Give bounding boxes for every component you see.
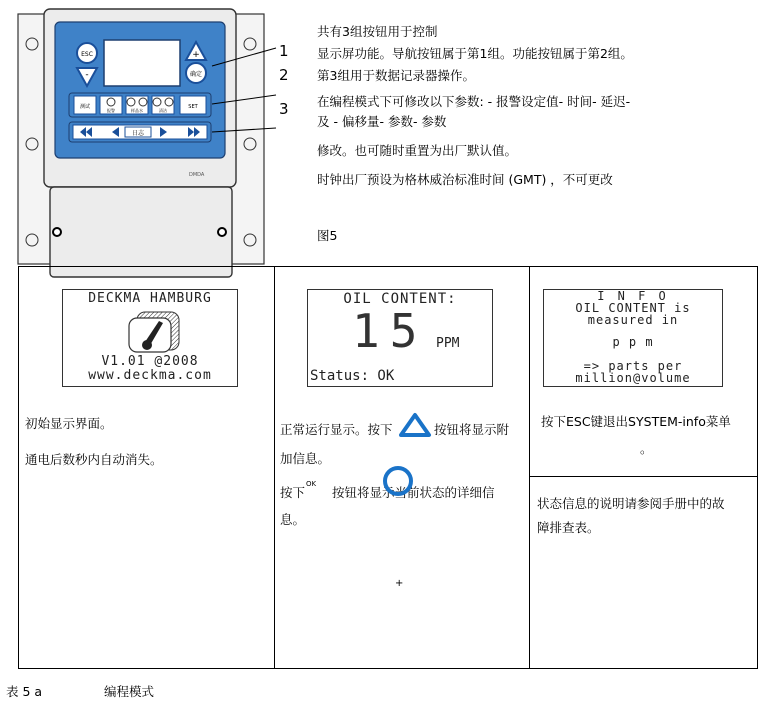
splash-url: www.deckma.com [88,368,212,383]
splash-version: V1.01 @2008 [101,354,199,369]
desc-line-2: 显示屏功能。导航按钮属于第1组。功能按钮属于第2组。 [317,46,633,61]
info-line-3: measured in [587,313,679,327]
alarm-led [107,98,115,106]
col2-text-2: 加信息。 [280,451,331,466]
clean-button-label: 清洁 [159,108,167,113]
col2-text-1b: 按钮将显示附 [434,422,510,437]
table-left-border [18,266,19,669]
desc-line-5: 及 - 偏移量- 参数- 参数 [317,114,447,129]
alarm-button-label: 报警 [107,108,115,113]
desc-line-4: 在编程模式下可修改以下参数: - 报警设定值- 时间- 延迟- [317,94,631,109]
col2-text-4: 息。 [280,512,306,527]
splash-title: DECKMA HAMBURG [88,291,212,306]
col2-ok-superscript: OK [306,480,317,488]
col2-plus-mark: + [395,578,404,589]
col2-text-3b: 按钮将显示当前状态的详细信 [332,485,495,500]
desc-line-6: 修改。也可随时重置为出厂默认值。 [317,143,518,158]
gauge-logo-icon [127,309,183,353]
oil-content-unit: PPM [436,336,460,351]
desc-line-3: 第3组用于数据记录器操作。 [317,68,475,83]
info-line-4: p p m [612,335,654,349]
col3-text-4: 障排查表。 [537,520,600,535]
table-divider-2 [529,266,530,669]
sample-led [127,98,135,106]
info-line-2: OIL CONTENT is [575,301,691,315]
table-title: 编程模式 [104,684,155,699]
splash-screen [62,289,238,387]
ok-circle-icon [382,465,414,497]
minus-button-label: - [85,70,89,80]
desc-line-1: 共有3组按钮用于控制 [317,24,438,39]
plus-button-label: + [192,50,200,60]
test-button-label: 测试 [79,104,91,110]
info-line-6: million@volume [575,371,691,385]
col3-text-3: 状态信息的说明请参阅手册中的故 [537,496,725,511]
callout-number-3: 3 [279,100,289,118]
figure-label: 图5 [317,228,338,243]
col1-text-2: 通电后数秒内自动消失。 [25,452,163,467]
col2-text-1a: 正常运行显示。按下 [280,422,393,437]
log-button-label: 日志 [131,130,145,137]
callout-number-1: 1 [279,42,289,60]
oil-content-value: 15 [352,304,428,358]
col2-text-3a: 按下 [280,485,306,500]
esc-button-label: ESC [81,51,93,58]
device-illustration [0,0,300,285]
sample-led-2 [139,98,147,106]
table-right-border [757,266,758,669]
info-title: I N F O [597,289,669,303]
oil-content-title: OIL CONTENT: [343,291,457,307]
info-screen [543,289,723,387]
table-inner-row-line [529,476,758,477]
table-number: 表 5 a [6,684,43,699]
col3-text-2: 。 [640,441,653,456]
info-line-5: => parts per [583,359,683,373]
set-button-label: SET [188,104,198,110]
lcd-screen [104,40,180,86]
table-top-border [18,266,758,267]
sample-button-label: 样品水 [131,108,143,113]
clean-led-2 [165,98,173,106]
cover-screw [53,228,61,236]
ok-button-label: 确定 [189,71,203,78]
table-bottom-border [18,668,758,669]
oil-content-screen [307,289,493,387]
clean-led [153,98,161,106]
brand-label: DMDA [189,172,205,178]
table-divider-1 [274,266,275,669]
col3-text-1: 按下ESC键退出SYSTEM-info菜单 [541,414,731,429]
callout-number-2: 2 [279,66,289,84]
desc-line-7: 时钟出厂预设为格林威治标准时间 (GMT) ，不可更改 [317,172,613,187]
terminal-cover [50,187,232,277]
up-triangle-icon [398,412,432,438]
oil-content-status: Status: OK [310,368,395,384]
cover-screw [218,228,226,236]
col1-text-1: 初始显示界面。 [25,416,113,431]
